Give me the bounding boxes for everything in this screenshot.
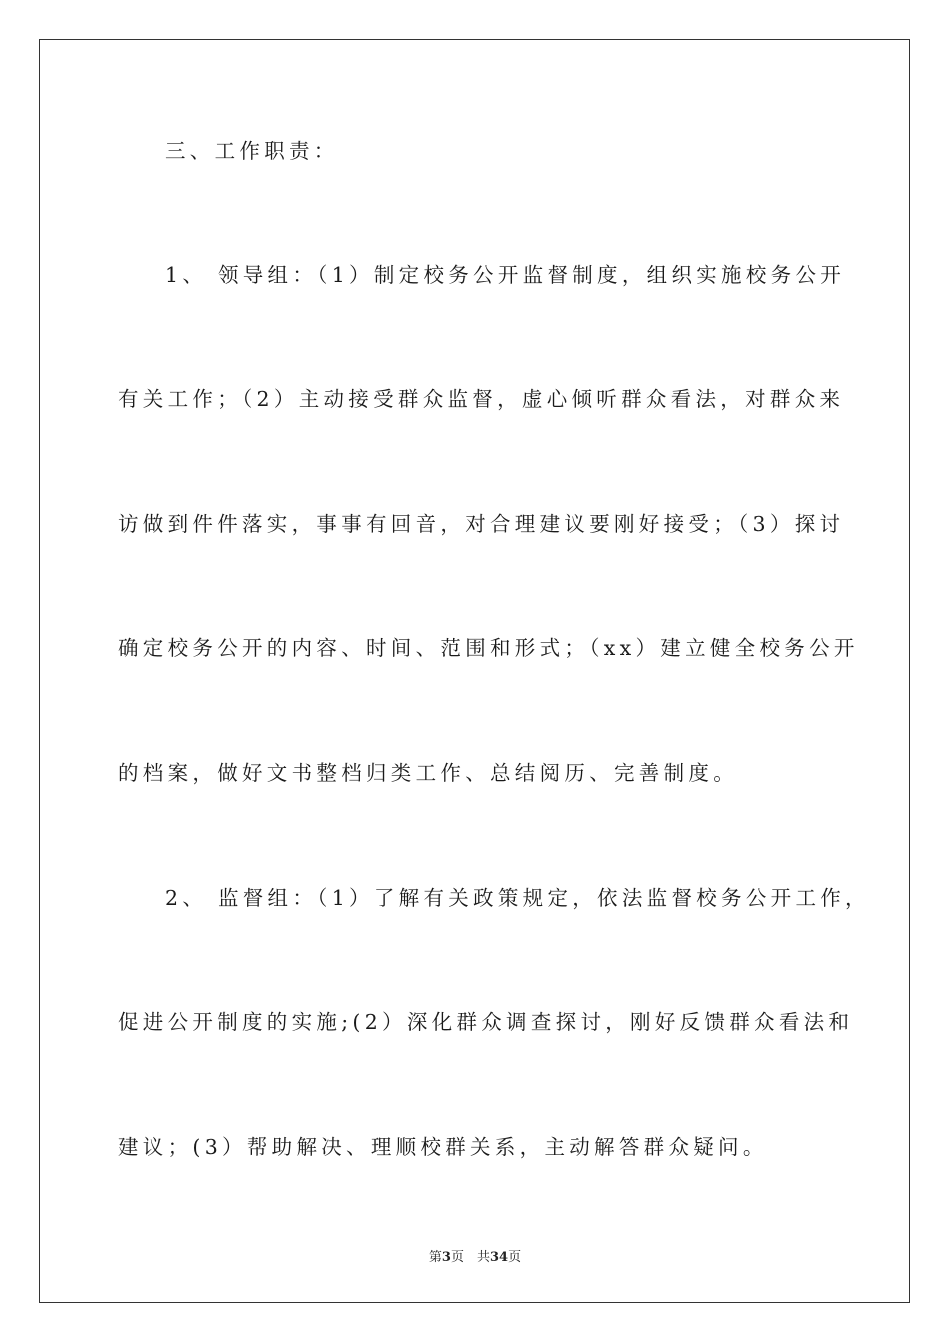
section1-line2: 有关工作；（2）主动接受群众监督，虚心倾听群众看法，对群众来 [118,387,845,411]
footer-total-pages: 34 [489,1250,509,1265]
footer-page-prefix: 第 [428,1250,442,1265]
section2-line2: 促进公开制度的实施;(2）深化群众调查探讨，刚好反馈群众看法和 [118,1010,854,1034]
section1-line1: 1、 领导组：（1）制定校务公开监督制度，组织实施校务公开 [165,263,846,287]
footer-page-mid: 页 共 [450,1250,490,1265]
footer-page-suffix: 页 [508,1250,522,1265]
section1-line5: 的档案，做好文书整档归类工作、总结阅历、完善制度。 [118,761,738,785]
section1-line3: 访做到件件落实，事事有回音，对合理建议要刚好接受；（3）探讨 [118,512,845,536]
page-footer [0,1249,950,1267]
page-frame [39,39,910,1303]
section2-line3: 建议；(3）帮助解决、理顺校群关系，主动解答群众疑问。 [118,1135,768,1159]
section1-line4: 确定校务公开的内容、时间、范围和形式；（xx）建立健全校务公开 [118,636,859,660]
footer-page-number: 3 [441,1250,451,1265]
section2-line1: 2、 监督组：（1）了解有关政策规定，依法监督校务公开工作， [165,886,870,910]
section-heading: 三、工作职责： [165,139,339,163]
